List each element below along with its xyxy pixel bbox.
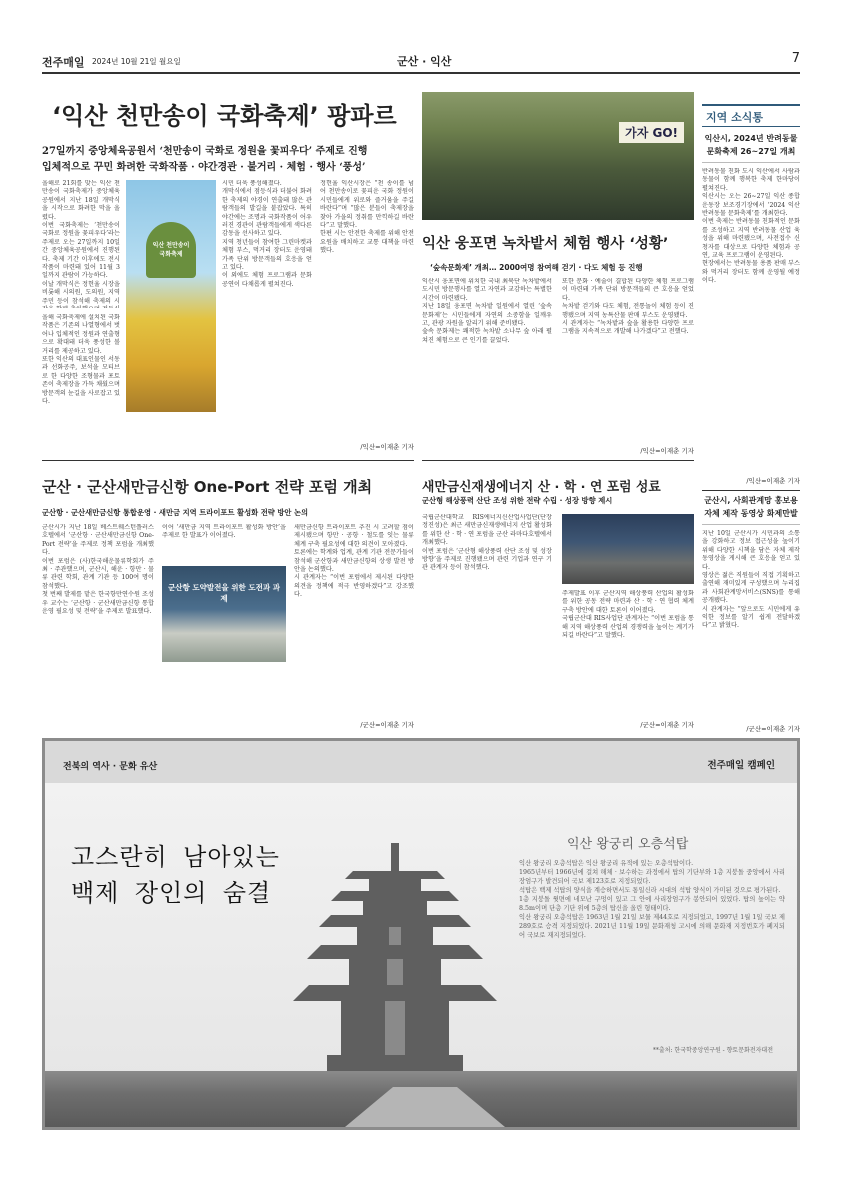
news1-body: 반려동물 친화 도시 익산에서 사람과 동물이 함께 행복한 축제 한마당이 펼쳐진다. 익산시는 오는 26~27일 익산 종합운동장 보조경기장에서 ‘2024 익산 반려동물 문화축제’를 개최한다. 이번 축제는 반려동물 친화적인 문화를 조성하고 지역 반려동물 산업 육성을 위해 마련됐으며, 사전접수 신청자를 대상으로 다양한 체험과 공연, 교육 프로그램이 운영된다. 현장에서는 반려동물 용품 판매 부스와 먹거리 장터도 함께 운영될 예정이다. <box>702 168 800 285</box>
byline: /군산=이재춘 기자 <box>360 721 414 729</box>
page-number: 7 <box>791 51 800 66</box>
news2-rule-top <box>702 490 800 491</box>
campaign-source: **출처: 한국학중앙연구원 - 향토문화전자대전 <box>652 1047 773 1054</box>
news2-byline: /군산=이재춘 기자 <box>746 725 800 733</box>
subheadline: ‘숲속문화제’ 개최… 2000여명 참여해 걷기 · 다도 체험 등 진행 <box>430 263 643 272</box>
subheadline-1: 27일까지 중앙체육공원서 ‘천만송이 국화로 정원을 꽃피우다’ 주제로 진행 <box>42 146 368 157</box>
masthead-rule <box>42 72 800 74</box>
sidebar-local-news <box>702 92 800 733</box>
subheadline-2: 입체적으로 꾸민 화려한 국화작품 · 야간경관 · 불거리 · 체험 · 행사 ‘풍성’ <box>42 162 366 173</box>
pagoda-body-4 <box>363 901 427 915</box>
pagoda-roof-2 <box>307 945 483 959</box>
byline: /익산=이재춘 기자 <box>640 447 694 455</box>
campaign-label: 전주매일 캠페인 <box>707 760 775 771</box>
byline: /군산=이재춘 기자 <box>640 721 694 729</box>
news1-rule <box>702 162 800 163</box>
renewable-forum-photo <box>562 514 694 584</box>
tea-field-group-photo <box>422 92 694 220</box>
section-title: 군산 · 익산 <box>397 55 452 68</box>
pagoda-roof-1 <box>293 985 497 1001</box>
heritage-campaign-box <box>42 738 800 1130</box>
body-column-2: 또한 문화 · 예술이 결합된 다양한 체험 프로그램이 마련돼 가족 단위 방문객들의 큰 호응을 얻었다. 녹차밭 걷기와 다도 체험, 전통놀이 체험 등이 진행됐으며 지역 농특산물 판매 부스도 운영됐다. 시 관계자는 “녹차밭과 숲을 활용한 다양한 프로그램을 지속적으로 개발해 나가겠다”고 전했다. <box>562 278 694 336</box>
article3-rule <box>42 460 414 461</box>
article-chrysanthemum-festival <box>42 92 414 454</box>
news2-title: 군산시, 사회관계망 홍보용 자체 제작 동영상 화제만발 <box>704 496 798 518</box>
campaign-section: 전북의 역사 · 문화 유산 <box>63 762 158 772</box>
body-column-1: 국립군산대학교 RIS에너지신산업사업단(단장 정진성)은 최근 새만금신재생에너지 산업 활성화를 위한 산 · 학 · 연 포럼을 군산 라마다호텔에서 개최했다. 이번 포럼은 ‘군산형 해상풍력 산단 조성 및 성장 방향’을 주제로 진행됐으며 관련 기업과 연구 기관 관계자 등이 참석했다. <box>422 514 552 572</box>
news2-rule <box>702 524 800 525</box>
headline-line-2: 백제 장인의 숨결 <box>71 879 272 907</box>
news2-body: 지난 10일 군산시가 시민과의 소통을 강화하고 정보 접근성을 높이기 위해 다양한 시책을 담은 자체 제작 동영상을 게시해 큰 호응을 얻고 있다. 영상은 젊은 직원들이 직접 기획하고 출연해 재미있게 구성했으며 누리집과 사회관계망서비스(SNS)를 통해 공개됐다. 시 관계자는 “앞으로도 시민에게 유익한 정보를 알기 쉽게 전달하겠다”고 밝혔다. <box>702 530 800 630</box>
subheadline: 군산형 해상풍력 산단 조성 위한 전략 수립 · 성장 방향 제시 <box>422 496 613 505</box>
photo-caption: 군산항 도약발전을 위한 도전과 과제 <box>168 583 280 603</box>
campaign-body: 익산 왕궁리 오층석탑은 익산 왕궁리 유적에 있는 오층석탑이다. 1965년부터 1966년에 걸쳐 해체 · 보수하는 과정에서 탑의 기단부와 1층 지붕돌 중앙에서 사리장엄구가 발견되어 국보 제123호로 지정되었다. 석탑은 백제 석탑의 양식을 계승하면서도 통일신라 시대의 석탑 양식이 가미된 것으로 평가된다. 1층 지붕돌 윗면에 네모난 구멍이 있고 그 안에 사리장엄구가 봉안되어 있었다. 탑의 높이는 약 8.5m이며 단층 기단 위에 5층의 탑신을 올린 형태이다. 익산 왕궁리 오층석탑은 1963년 1월 21일 보물 제44호로 지정되었고, 1997년 1월 1일 국보 제289호로 승격 지정되었다. 2021년 11월 19일 문화재청 고시에 의해 문화재 지정번호가 폐지되어 국보로 재지정되었다. <box>519 860 785 939</box>
forum-photo <box>162 566 286 662</box>
byline: /익산=이재춘 기자 <box>360 443 414 451</box>
body-column-3: 시민 더욱 풍성해졌다. 개막식에서 점등식과 더불어 화려한 축제의 야경이 연출돼 많은 관람객들의 발길을 붙잡았다. 특히 야간에는 조명과 국화작품이 어우러진 경관이 관람객들에게 색다른 감동을 선사하고 있다. 지역 청년들이 참여한 그린마켓과 체험 부스, 먹거리 장터도 운영돼 가족 단위 방문객들의 호응을 얻고 있다. 이 외에도 체험 프로그램과 문화 공연이 다채롭게 펼쳐진다. <box>222 180 312 288</box>
sidebar-header <box>702 104 800 127</box>
body-column-1: 군산시가 지난 18일 베스트웨스턴플러스 호텔에서 ‘군산항 · 군산새만금신항 One-Port 전략’을 주제로 정책 포럼을 개최했다. 이번 포럼은 (사)한국해운물류학회가 주최 · 주관했으며, 군산시, 해운 · 항만 · 물류 관련 학회, 관계 기관 등 100여 명이 참석했다. 첫 번째 발제를 맡은 한국항만연수원 조성우 교수는 ‘군산항 · 군산새만금신항 통합 운영 필요성 및 전략’을 주제로 발표했다. <box>42 524 154 616</box>
pagoda-roof-4 <box>331 891 459 901</box>
photo-caption: 익산 천만송이 국화축제 <box>152 242 190 258</box>
paper-name: 전주매일 <box>42 56 85 69</box>
article-renewable-forum <box>422 462 694 732</box>
article4-rule <box>422 460 694 461</box>
campaign-title: 익산 왕궁리 오층석탑 <box>567 837 689 852</box>
body-column-3: 새만금신항 트라이포트 추진 시 고려할 점이 제시됐으며 항만 · 공항 · 철도를 잇는 물류 체계 구축 필요성에 대한 의견이 모아졌다. 토론에는 학계와 업계, 관계 기관 전문가들이 참석해 군산항과 새만금신항의 상생 발전 방안을 논의했다. 시 관계자는 “이번 포럼에서 제시된 다양한 의견을 정책에 적극 반영하겠다”고 강조했다. <box>294 524 414 599</box>
masthead <box>42 50 800 72</box>
body-column-2: 이어 ‘새만금 지역 트라이포트 활성화 방안’을 주제로 한 발표가 이어졌다. <box>162 524 286 540</box>
body-column-1: 익산시 웅포면에 위치한 국내 최북단 녹차밭에서 도시민 방문행사를 열고 자연과 교감하는 특별한 시간이 마련됐다. 지난 18일 웅포면 녹차밭 일원에서 열린 ‘숲속 문화제’는 시민들에게 자연의 소중함을 일깨우고, 관광 자원을 알리기 위해 준비됐다. 숲속 문화제는 쾌적한 녹차밭 소나무 숲 아래 펼쳐진 체험으로 큰 인기를 끌었다. <box>422 278 552 344</box>
body-column-1: 올해로 21회를 맞는 익산 천만송이 국화축제가 중앙체육공원에서 지난 18일 개막식을 시작으로 화려한 막을 올렸다. 이번 국화축제는 ‘천만송이 국화로 정원을 꽃피우다’라는 주제로 오는 27일까지 10일간 중앙체육공원에서 진행된다. 축제 기간 이후에도 전시작품이 마련돼 있어 11월 3일까지 관람이 가능하다. 이날 개막식은 정헌율 시장을 비롯해 시의원, 도의원, 지역 주민 등이 참석해 축제의 시 <box>42 180 120 305</box>
pagoda-roof-5 <box>345 871 445 879</box>
subheadline: 군산항 · 군산새만금신항 통합운영 · 새만금 지역 트라이포트 활성화 전략 방안 논의 <box>42 508 309 517</box>
festival-photo <box>126 180 216 412</box>
article-one-port-forum <box>42 462 414 732</box>
pagoda-roof-3 <box>319 915 471 927</box>
campaign-header <box>45 741 797 783</box>
headline: 익산 웅포면 녹차밭서 체험 행사 ‘성황’ <box>422 236 669 252</box>
pagoda-base <box>327 1055 463 1071</box>
body-column-2: 올해 국화축제에 설치된 국화작품은 기존의 나열형에서 벗어나 입체적인 정원과 연출형으로 확대돼 더욱 풍성한 볼거리를 제공하고 있다. 또한 익산의 대표인물인 서동과 선화공주, 보석을 모티브로 한 다양한 조형물과 포토존이 축제장을 가득 채웠으며 방문객의 눈길을 사로잡고 있다. <box>42 314 120 406</box>
body-column-4: 정헌율 익산시장은 “천 송이를 넘어 천만송이로 꽃피운 국화 정원이 시민들에게 위로와 즐거움을 주길 바란다”며 “많은 분들이 축제장을 찾아 가을의 정취를 만끽하길 바란다”고 말했다. 한편 시는 안전한 축제를 위해 안전요원을 배치하고 교통 대책을 마련했다. <box>320 180 414 255</box>
article-tea-field <box>422 224 694 456</box>
banner: 가자 GO! <box>619 122 684 143</box>
sidebar-label: 지역 소식통 <box>706 111 763 124</box>
body-column-2: 주제발표 이후 군산지역 해상풍력 산업의 활성화를 위한 공동 전략 마련과 산 · 학 · 연 협력 체계 구축 방안에 대한 토론이 이어졌다. 국립군산대 RIS사업단 관계자는 “이번 포럼을 통해 지역 해상풍력 산업의 경쟁력을 높이는 계기가 되길 바란다”고 말했다. <box>562 590 694 640</box>
news1-byline: /익산=이재춘 기자 <box>746 477 800 485</box>
headline: 군산 · 군산새만금신항 One-Port 전략 포럼 개최 <box>42 478 373 496</box>
headline: 새만금신재생에너지 산 · 학 · 연 포럼 성료 <box>422 480 661 495</box>
pagoda-body-5 <box>369 879 421 891</box>
news1-title: 익산시, 2024년 반려동물 문화축제 26~27일 개최 <box>704 134 798 156</box>
headline: ‘익산 천만송이 국화축제’ 팡파르 <box>52 102 397 130</box>
issue-date: 2024년 10월 21일 월요일 <box>92 57 181 66</box>
headline-line-1: 고스란히 남아있는 <box>71 843 280 871</box>
pagoda-finial <box>391 843 399 871</box>
